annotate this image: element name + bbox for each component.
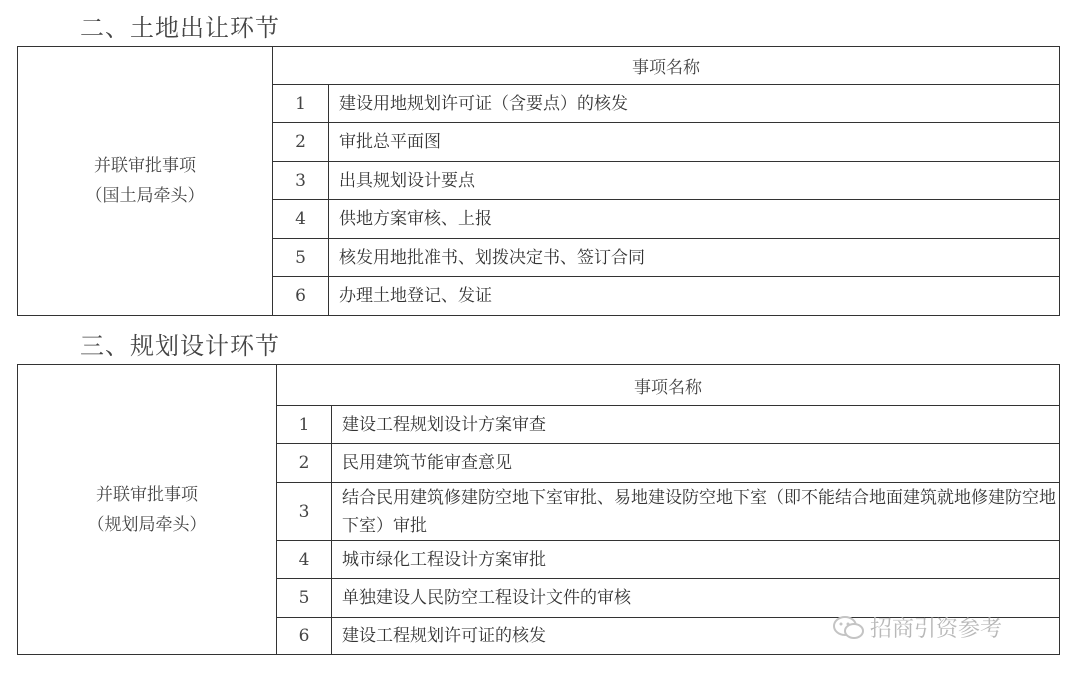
wechat-icon [832, 615, 866, 641]
row-item: 核发用地批准书、划拨决定书、签订合同 [329, 239, 1060, 277]
land-approval-table [17, 46, 1060, 316]
column-header: 事项名称 [277, 365, 1060, 406]
watermark [832, 612, 1002, 643]
lead-department: （规划局牵头） [87, 514, 207, 535]
row-item: 建设工程规划设计方案审查 [332, 406, 1060, 444]
parallel-approval-title: 并联审批事项 [94, 156, 196, 176]
row-number: 6 [277, 618, 332, 655]
row-number: 1 [273, 85, 329, 123]
row-item: 结合民用建筑修建防空地下室审批、易地建设防空地下室（即不能结合地面建筑就地修建防空地下室）审批 [332, 483, 1060, 541]
parallel-approval-title: 并联审批事项 [96, 484, 198, 505]
row-item: 单独建设人民防空工程设计文件的审核 [332, 579, 1060, 618]
parallel-approval-cell [18, 47, 273, 316]
row-item: 审批总平面图 [329, 123, 1060, 162]
row-number: 2 [277, 444, 332, 483]
row-item: 民用建筑节能审查意见 [332, 444, 1060, 483]
row-number: 5 [273, 239, 329, 277]
row-number: 2 [273, 123, 329, 162]
row-number: 4 [277, 541, 332, 579]
row-item: 出具规划设计要点 [329, 162, 1060, 200]
row-number: 4 [273, 200, 329, 239]
column-header: 事项名称 [273, 47, 1060, 85]
row-number: 3 [273, 162, 329, 200]
watermark-text: 招商引资参考 [870, 617, 1003, 642]
row-item: 城市绿化工程设计方案审批 [332, 541, 1060, 579]
row-number: 1 [277, 406, 332, 444]
lead-department: （国土局牵头） [85, 186, 205, 206]
section-heading-planning: 三、规划设计环节 [80, 332, 280, 360]
row-number: 5 [277, 579, 332, 618]
parallel-approval-cell [18, 365, 277, 655]
row-item: 建设工程规划许可证的核发 [332, 618, 1060, 655]
row-number: 6 [273, 277, 329, 316]
row-number: 3 [277, 483, 332, 541]
row-item: 供地方案审核、上报 [329, 200, 1060, 239]
row-item: 建设用地规划许可证（含要点）的核发 [329, 85, 1060, 123]
section-heading-land: 二、土地出让环节 [80, 14, 280, 42]
row-item: 办理土地登记、发证 [329, 277, 1060, 316]
